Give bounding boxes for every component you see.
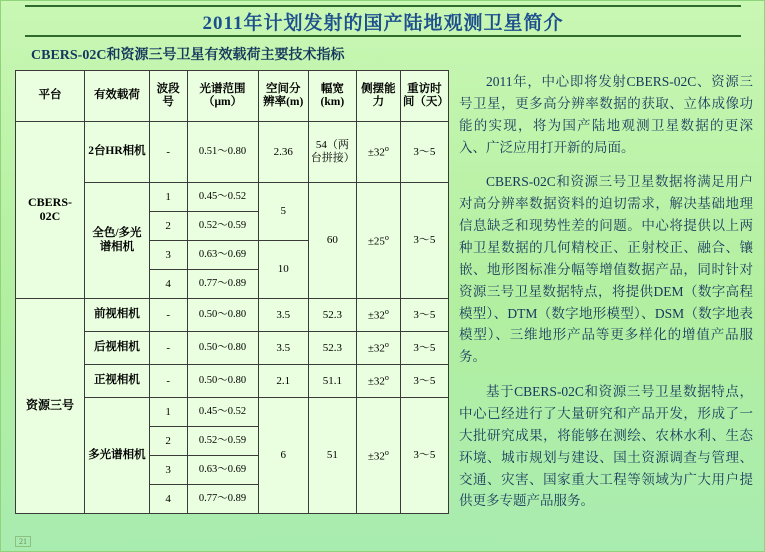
cell-payload: 全色/多光谱相机: [85, 183, 150, 299]
cell-revisit: 3～5: [400, 365, 448, 398]
cell-resolution: 3.5: [258, 332, 308, 365]
cell-payload: 后视相机: [85, 332, 150, 365]
cell-resolution: 6: [258, 398, 308, 514]
cell-revisit: 3～5: [400, 332, 448, 365]
cell-band-no: 1: [149, 398, 187, 427]
cell-platform: CBERS-02C: [16, 122, 85, 299]
col-header-band: 波段号: [149, 71, 187, 122]
cell-revisit: 3～5: [400, 183, 448, 299]
cell-band-no: 4: [149, 485, 187, 514]
cell-spectral-range: 0.50～0.80: [187, 299, 258, 332]
cell-band-no: 2: [149, 427, 187, 456]
page-number: 21: [15, 536, 31, 547]
cell-sway: $\pm 32^o$: [356, 332, 400, 365]
table-header-row: [16, 71, 449, 122]
cell-swath: 52.3: [308, 332, 356, 365]
cell-band-no: 1: [149, 183, 187, 212]
cell-band-no: -: [149, 365, 187, 398]
cell-band-no: 2: [149, 212, 187, 241]
cell-band-no: -: [149, 332, 187, 365]
cell-band-no: -: [149, 122, 187, 183]
cell-spectral-range: 0.52～0.59: [187, 212, 258, 241]
cell-spectral-range: 0.63～0.69: [187, 241, 258, 270]
cell-payload: 2台HR相机: [85, 122, 150, 183]
cell-swath: 54（两台拼接）: [308, 122, 356, 183]
cell-sway: $\pm 32^o$: [356, 122, 400, 183]
cell-sway: $\pm 32^o$: [356, 398, 400, 514]
cell-swath: 60: [308, 183, 356, 299]
cell-payload: 正视相机: [85, 365, 150, 398]
cell-spectral-range: 0.45～0.52: [187, 398, 258, 427]
cell-resolution: 2.36: [258, 122, 308, 183]
table-row: [16, 299, 449, 332]
col-header-swath: 幅宽(km): [308, 71, 356, 122]
col-header-sway: 侧摆能力: [356, 71, 400, 122]
col-header-spectral-range: 光谱范围（μm）: [187, 71, 258, 122]
cell-revisit: 3～5: [400, 299, 448, 332]
cell-swath: 52.3: [308, 299, 356, 332]
table-row: [16, 122, 449, 183]
col-header-revisit: 重访时间（天）: [400, 71, 448, 122]
cell-spectral-range: 0.77～0.89: [187, 485, 258, 514]
cell-band-no: -: [149, 299, 187, 332]
col-header-platform: 平台: [16, 71, 85, 122]
cell-payload: 前视相机: [85, 299, 150, 332]
cell-band-no: 3: [149, 241, 187, 270]
cell-resolution: 5: [258, 183, 308, 241]
cell-band-no: 3: [149, 456, 187, 485]
col-header-resolution: 空间分辨率(m): [258, 71, 308, 122]
cell-sway: $\pm 32^o$: [356, 299, 400, 332]
cell-spectral-range: 0.50～0.80: [187, 332, 258, 365]
cell-revisit: 3～5: [400, 398, 448, 514]
cell-resolution: 10: [258, 241, 308, 299]
cell-spectral-range: 0.63～0.69: [187, 456, 258, 485]
table-body: [16, 122, 449, 514]
paragraph-2: CBERS-02C和资源三号卫星数据将满足用户对高分辨率数据资料的迫切需求，解决基础地理信息缺乏和现势性差的问题。中心将提供以上两种卫星数据的几何精校正、正射校正、融合、镶嵌、地形图标准分幅等增值数据产品，同时针对资源三号卫星数据特点，将提供DEM（数字高程模型）、DTM（数字地形模型）、DSM（数字地表模型）、三维地形产品等更多样化的增值产品服务。: [459, 174, 753, 365]
description-text-column: [459, 71, 753, 525]
col-header-payload: 有效载荷: [85, 71, 150, 122]
table-caption: CBERS-02C和资源三号卫星有效载荷主要技术指标: [31, 48, 345, 63]
cell-sway: $\pm 32^o$: [356, 365, 400, 398]
cell-resolution: 2.1: [258, 365, 308, 398]
cell-sway: $\pm 25^o$: [356, 183, 400, 299]
cell-swath: 51.1: [308, 365, 356, 398]
spec-table-block: [15, 41, 449, 514]
cell-spectral-range: 0.51～0.80: [187, 122, 258, 183]
page-title-bar: [25, 5, 741, 37]
cell-spectral-range: 0.45～0.52: [187, 183, 258, 212]
paragraph-3: 基于CBERS-02C和资源三号卫星数据特点，中心已经进行了大量研究和产品开发，形成了一大批研究成果，将能够在测绘、农林水利、生态环境、城市规划与建设、国土资源调查与管理、交通、灾害、国家重大工程等领域为广大用户提供更多专题产品服务。: [459, 384, 753, 509]
cell-resolution: 3.5: [258, 299, 308, 332]
cell-swath: 51: [308, 398, 356, 514]
paragraph-1: 2011年，中心即将发射CBERS-02C、资源三号卫星，更多高分辨率数据的获取、立体成像功能的实现，将为国产陆地观测卫星数据的更深入、广泛应用打开新的局面。: [459, 74, 753, 155]
cell-spectral-range: 0.50～0.80: [187, 365, 258, 398]
cell-revisit: 3～5: [400, 122, 448, 183]
cell-spectral-range: 0.77～0.89: [187, 270, 258, 299]
page-title: 2011年计划发射的国产陆地观测卫星简介: [202, 12, 564, 34]
cell-payload: 多光谱相机: [85, 398, 150, 514]
payload-spec-table: [15, 70, 449, 514]
cell-band-no: 4: [149, 270, 187, 299]
cell-platform: 资源三号: [16, 299, 85, 514]
cell-spectral-range: 0.52～0.59: [187, 427, 258, 456]
